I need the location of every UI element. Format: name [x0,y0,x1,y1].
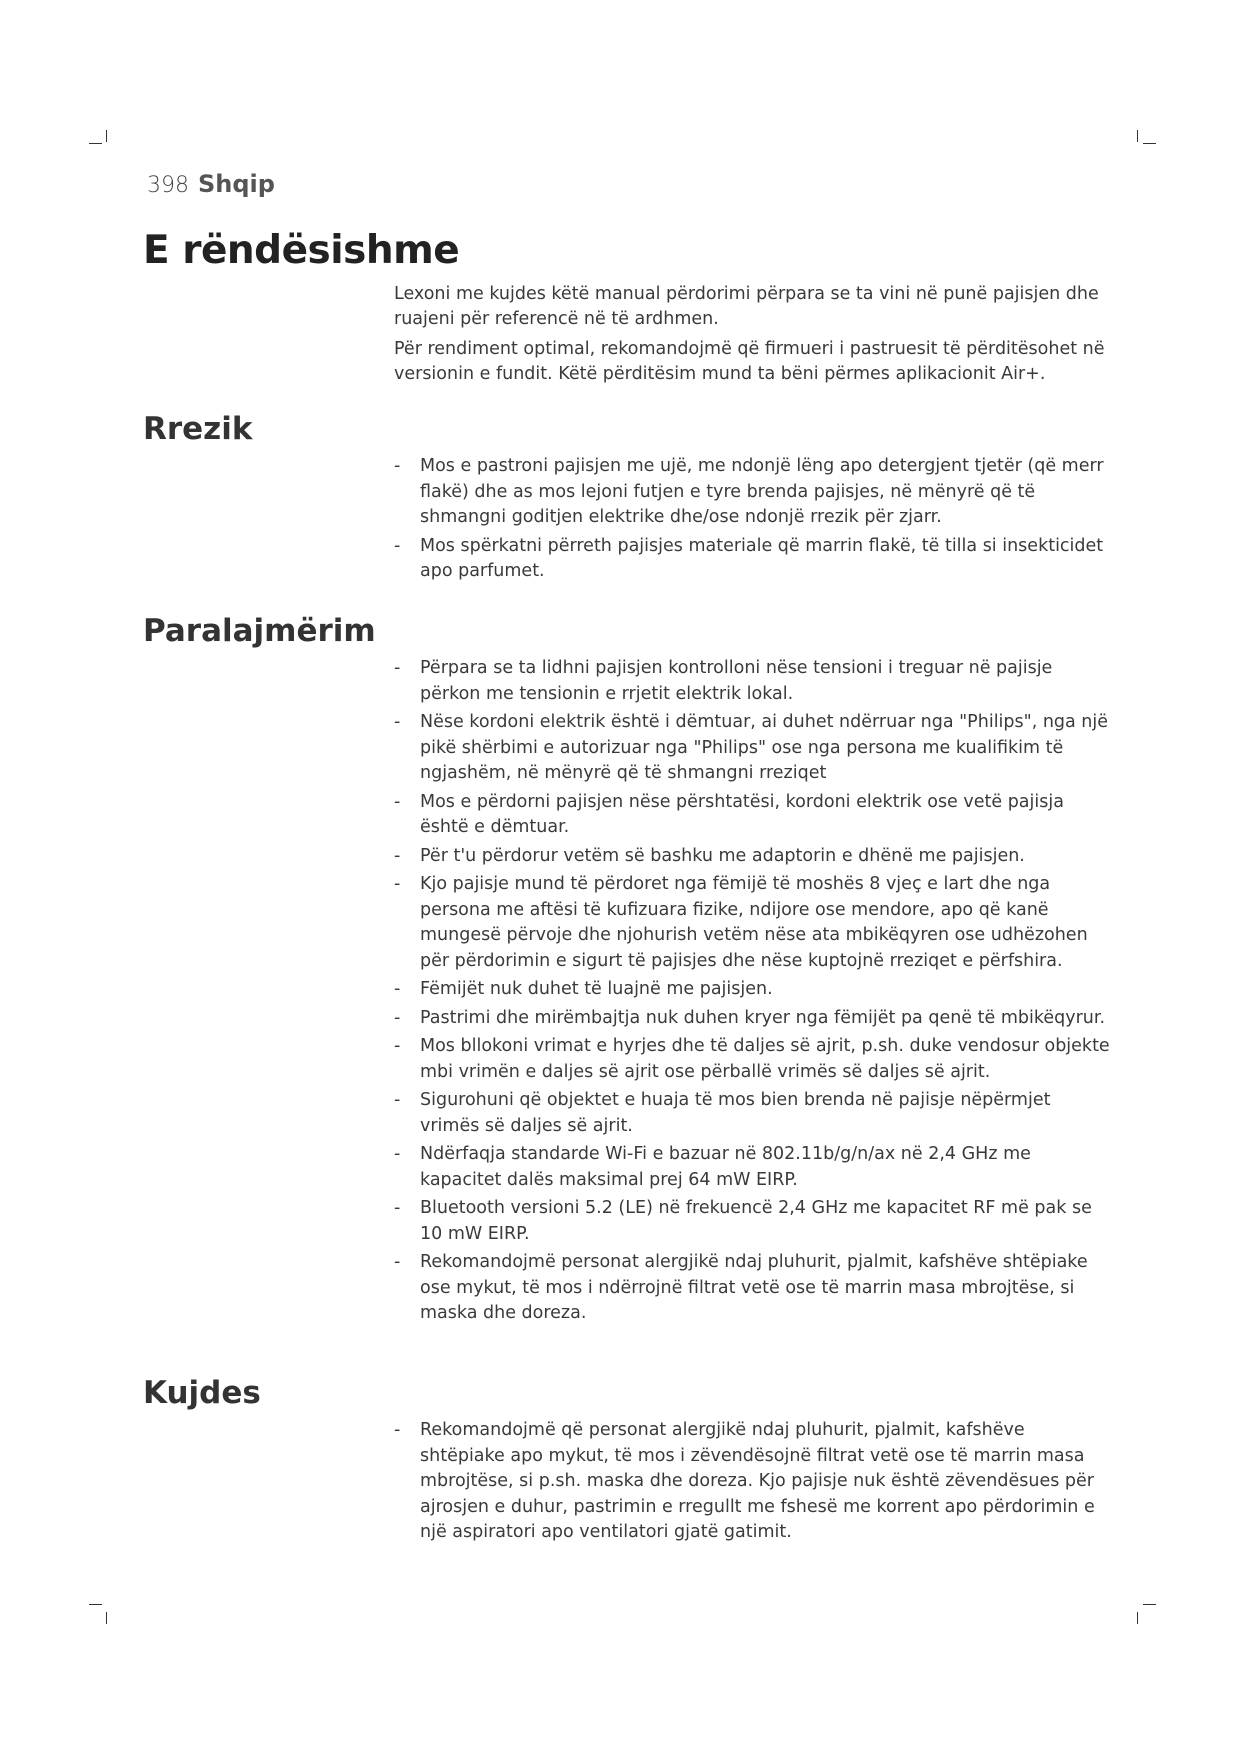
list-item: - Rekomandojmë personat alergjikë ndaj pluhurit, pjalmit, kafshëve shtëpiake ose mykut, të mos i ndërrojnë filtrat vetë ose të marrin masa mbrojtëse, si maska dhe doreza. [392,1250,1114,1327]
crop-mark-top-left-v [106,130,107,142]
intro-text [394,282,1114,392]
crop-mark-bottom-left-h [89,1604,102,1605]
list-item: - Për t'u përdorur vetëm së bashku me adaptorin e dhënë me pajisjen. [392,844,1114,870]
list-item: - Ndërfaqja standarde Wi-Fi e bazuar në 802.11b/g/n/ax në 2,4 GHz me kapacitet dalës maksimal prej 64 mW EIRP. [392,1142,1114,1193]
page-title: E rëndësishme [143,228,460,273]
crop-mark-top-right-h [1143,143,1156,144]
section-list-kujdes [392,1418,1114,1549]
list-item: - Mos bllokoni vrimat e hyrjes dhe të daljes së ajrit, p.sh. duke vendosur objekte mbi vrimën e daljes së ajrit ose përballë vrimës së daljes së ajrit. [392,1034,1114,1085]
list-item: - Fëmijët nuk duhet të luajnë me pajisjen. [392,977,1114,1003]
intro-paragraph: Për rendiment optimal, rekomandojmë që firmueri i pastruesit të përditësohet në versionin e fundit. Këtë përditësim mund ta bëni përmes aplikacionit Air+. [394,339,1105,384]
crop-mark-top-left-h [89,143,102,144]
list-item: - Nëse kordoni elektrik është i dëmtuar, ai duhet ndërruar nga "Philips", nga një pikë shërbimi e autorizuar nga "Philips" ose nga persona me kualifikim të ngjashëm, në mënyrë që të shmangni rreziqet [392,710,1114,787]
list-item: - Bluetooth versioni 5.2 (LE) në frekuencë 2,4 GHz me kapacitet RF më pak se 10 mW EIRP. [392,1196,1114,1247]
section-list-rrezik [392,454,1114,588]
list-item: - Rekomandojmë që personat alergjikë ndaj pluhurit, pjalmit, kafshëve shtëpiake apo mykut, të mos i zëvendësojnë filtrat vetë ose të marrin masa mbrojtëse, si p.sh. maska dhe doreza. Kjo pajisje nuk është zëvendësues për ajrosjen e duhur, pastrimin e rregullt me fshesë me korrent apo përdorimin e një aspiratori apo ventilatori gjatë gatimit. [392,1418,1114,1546]
page-number: 398 [147,173,189,198]
list-item: - Mos spërkatni përreth pajisjes materiale që marrin flakë, të tilla si insekticidet apo parfumet. [392,534,1114,585]
page-header [147,170,275,198]
page-language: Shqip [198,170,275,198]
list-item: - Pastrimi dhe mirëmbajtja nuk duhen kryer nga fëmijët pa qenë të mbikëqyrur. [392,1006,1114,1032]
list-item: - Kjo pajisje mund të përdoret nga fëmijë të moshës 8 vjeç e lart dhe nga persona me aftësi të kufizuara fizike, ndijore ose mendore, apo që kanë mungesë përvoje dhe njohurish vetëm nëse ata mbikëqyren ose udhëzohen për përdorimin e sigurt të pajisjes dhe nëse kuptojnë rreziqet e përfshira. [392,872,1114,974]
section-heading-rrezik: Rrezik [143,411,253,447]
list-item: - Përpara se ta lidhni pajisjen kontrolloni nëse tensioni i treguar në pajisje përkon me tensionin e rrjetit elektrik lokal. [392,656,1114,707]
list-item: - Mos e pastroni pajisjen me ujë, me ndonjë lëng apo detergjent tjetër (që merr flakë) dhe as mos lejoni futjen e tyre brenda pajisjes, në mënyrë që të shmangni goditjen elektrike dhe/ose ndonjë rrezik për zjarr. [392,454,1114,531]
crop-mark-top-right-v [1137,130,1138,142]
intro-paragraph: Lexoni me kujdes këtë manual përdorimi përpara se ta vini në punë pajisjen dhe ruajeni për referencë në të ardhmen. [394,284,1099,329]
section-list-paralajmerim [392,656,1114,1330]
crop-mark-bottom-left-v [106,1612,107,1624]
section-heading-paralajmerim: Paralajmërim [143,613,376,649]
list-item: - Mos e përdorni pajisjen nëse përshtatësi, kordoni elektrik ose vetë pajisja është e dëmtuar. [392,790,1114,841]
section-heading-kujdes: Kujdes [143,1375,261,1411]
crop-mark-bottom-right-h [1143,1604,1156,1605]
crop-mark-bottom-right-v [1137,1612,1138,1624]
list-item: - Sigurohuni që objektet e huaja të mos bien brenda në pajisje nëpërmjet vrimës së daljes së ajrit. [392,1088,1114,1139]
